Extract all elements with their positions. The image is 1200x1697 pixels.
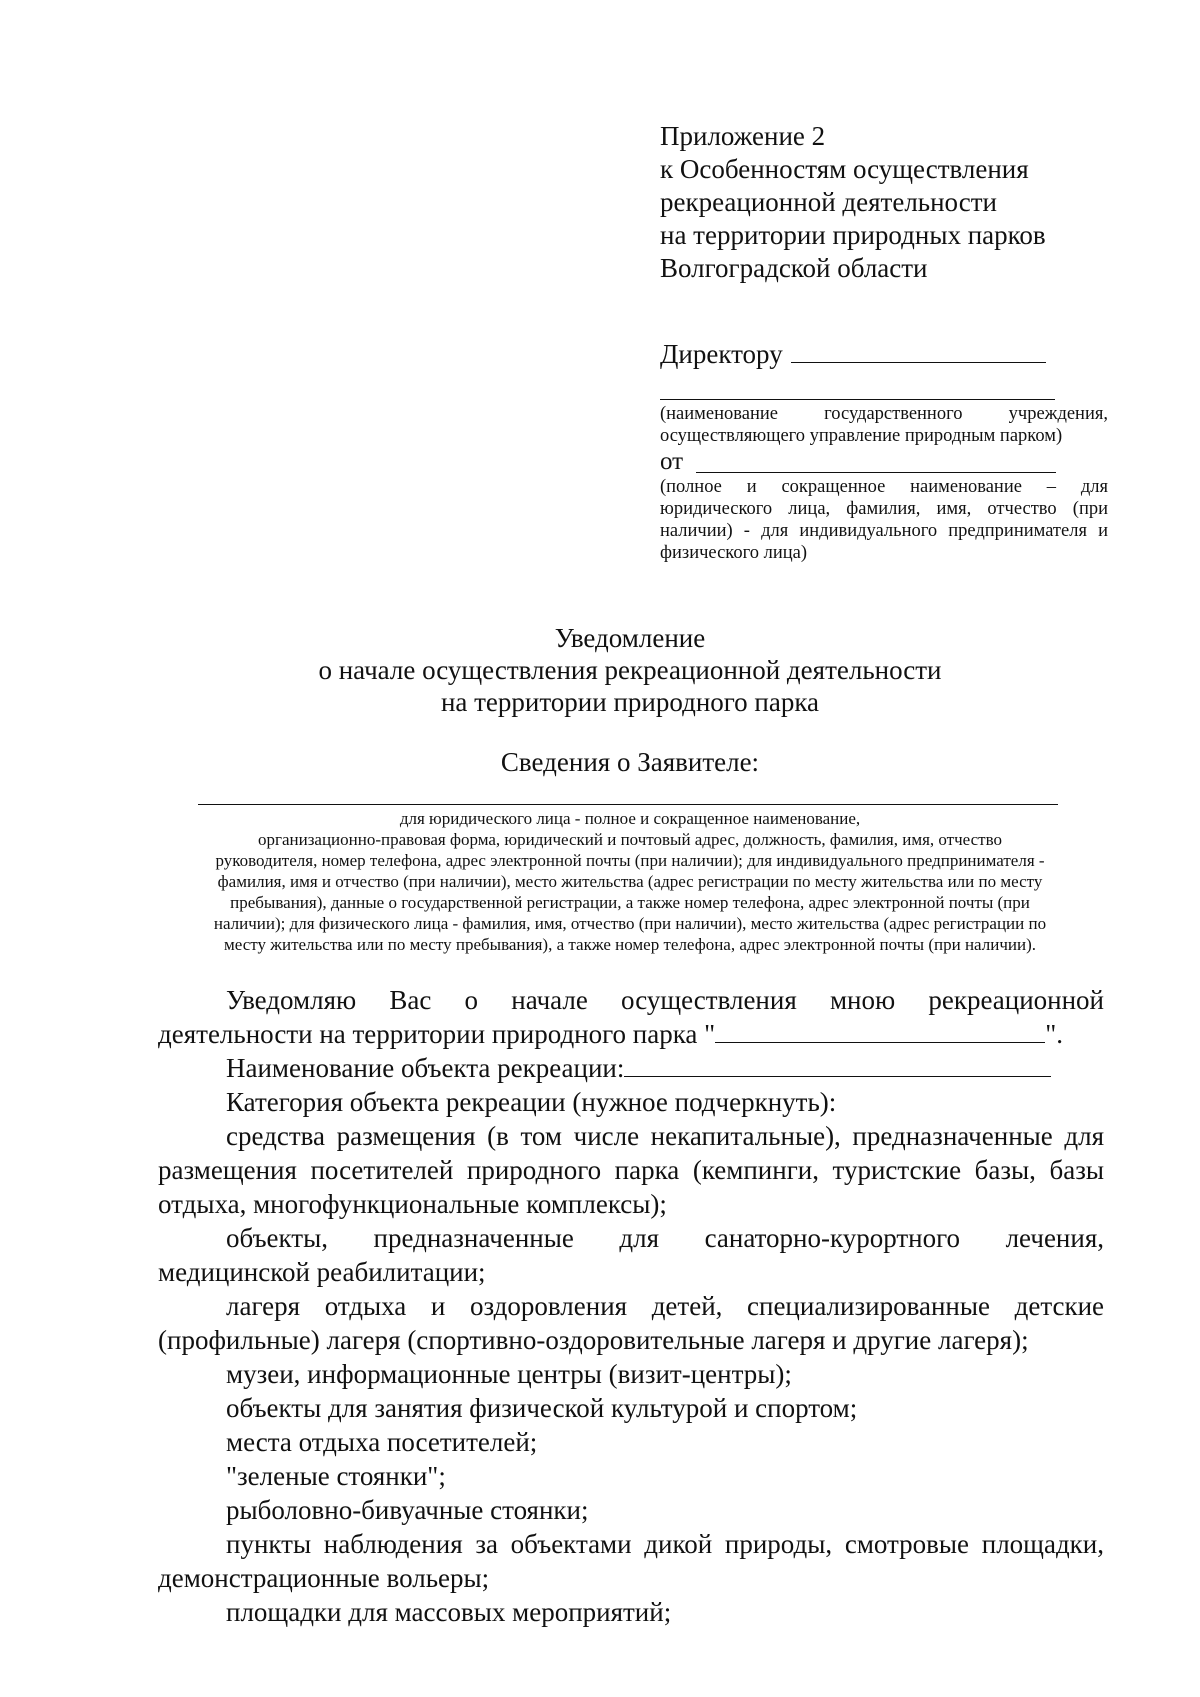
- category-item: музеи, информационные центры (визит-центры);: [226, 1359, 792, 1389]
- director-name-blank: [791, 336, 1046, 363]
- appendix-line: к Особенностям осуществления: [660, 154, 1029, 184]
- category-label: Категория объекта рекреации (нужное подчеркнуть):: [226, 1087, 837, 1117]
- director-label: Директору: [660, 339, 783, 369]
- doc-subtitle: о начале осуществления рекреационной деятельности: [318, 655, 942, 685]
- appendix-line: Волгоградской области: [660, 253, 928, 283]
- doc-subtitle: на территории природного парка: [440, 687, 820, 717]
- notice-body: [158, 983, 1104, 1629]
- instruction-line: фамилия, имя и отчество (при наличии), место жительства (адрес регистрации по месту жительства или по месту: [217, 872, 1043, 891]
- category-item: объекты для занятия физической культурой и спортом;: [226, 1393, 858, 1423]
- category-item: лагеря отдыха и оздоровления детей, специализированные детские (профильные) лагеря (спортивно-оздоровительные лагеря и другие лагеря);: [158, 1291, 1104, 1355]
- institution-blank-line: [660, 399, 1055, 400]
- from-label: от: [660, 448, 684, 475]
- director-line: [660, 336, 1120, 371]
- instruction-line: организационно-правовая форма, юридический и почтовый адрес, должность, фамилия, имя, отчество: [257, 830, 1003, 849]
- category-item: рыболовно-бивуачные стоянки;: [226, 1495, 589, 1525]
- applicant-instructions: [160, 808, 1100, 955]
- appendix-line: Приложение 2: [660, 121, 826, 151]
- category-item: площадки для массовых мероприятий;: [226, 1597, 672, 1627]
- applicant-blank-line: [198, 804, 1058, 805]
- notice-park-end: ".: [1045, 1019, 1063, 1049]
- object-name-label: Наименование объекта рекреации:: [226, 1053, 625, 1083]
- from-blank-line: [696, 472, 1056, 473]
- object-name-blank: [624, 1052, 1051, 1077]
- institution-note: (наименование государственного учреждения, осуществляющего управление природным парком): [660, 404, 1108, 446]
- applicant-heading: Сведения о Заявителе:: [500, 747, 760, 777]
- applicant-note: (полное и сокращенное наименование – для юридического лица, фамилия, имя, отчество (при наличии) - для индивидуального предпринимателя и физического лица): [660, 477, 1108, 563]
- category-item: объекты, предназначенные для санаторно-курортного лечения, медицинской реабилитации;: [158, 1223, 1104, 1287]
- appendix-line: рекреационной деятельности: [660, 187, 997, 217]
- instruction-line: пребывания), данные о государственной регистрации, а также номер телефона, адрес электронной почты (при: [230, 893, 1030, 912]
- notice-park-text: деятельности на территории природного парка ": [158, 1019, 716, 1049]
- instruction-line: для юридического лица - полное и сокращенное наименование,: [399, 809, 861, 828]
- category-item: средства размещения (в том числе некапитальные), предназначенные для размещения посетителей природного парка (кемпинги, туристские базы, базы отдыха, многофункциональные комплексы);: [158, 1121, 1104, 1219]
- category-item: пункты наблюдения за объектами дикой природы, смотровые площадки, демонстрационные вольеры;: [158, 1529, 1104, 1593]
- instruction-line: месту жительства или по месту пребывания), а также номер телефона, адрес электронной почты (при наличии).: [224, 935, 1036, 954]
- notice-statement: Уведомляю Вас о начале осуществления мною рекреационной: [226, 985, 1104, 1015]
- appendix-line: на территории природных парков: [660, 220, 1046, 250]
- object-name-line: [158, 1051, 1104, 1085]
- appendix-header: [660, 120, 1120, 285]
- instruction-line: наличии); для физического лица - фамилия, имя, отчество (при наличии), место жительства (адрес регистрации по: [213, 914, 1047, 933]
- instruction-line: руководителя, номер телефона, адрес электронной почты (при наличии); для индивидуального предпринимателя -: [215, 851, 1045, 870]
- category-item: "зеленые стоянки";: [226, 1461, 446, 1491]
- park-name-blank: [715, 1018, 1045, 1043]
- notice-park-line: [158, 1017, 1104, 1051]
- doc-title: Уведомление: [554, 623, 706, 653]
- category-item: места отдыха посетителей;: [226, 1427, 538, 1457]
